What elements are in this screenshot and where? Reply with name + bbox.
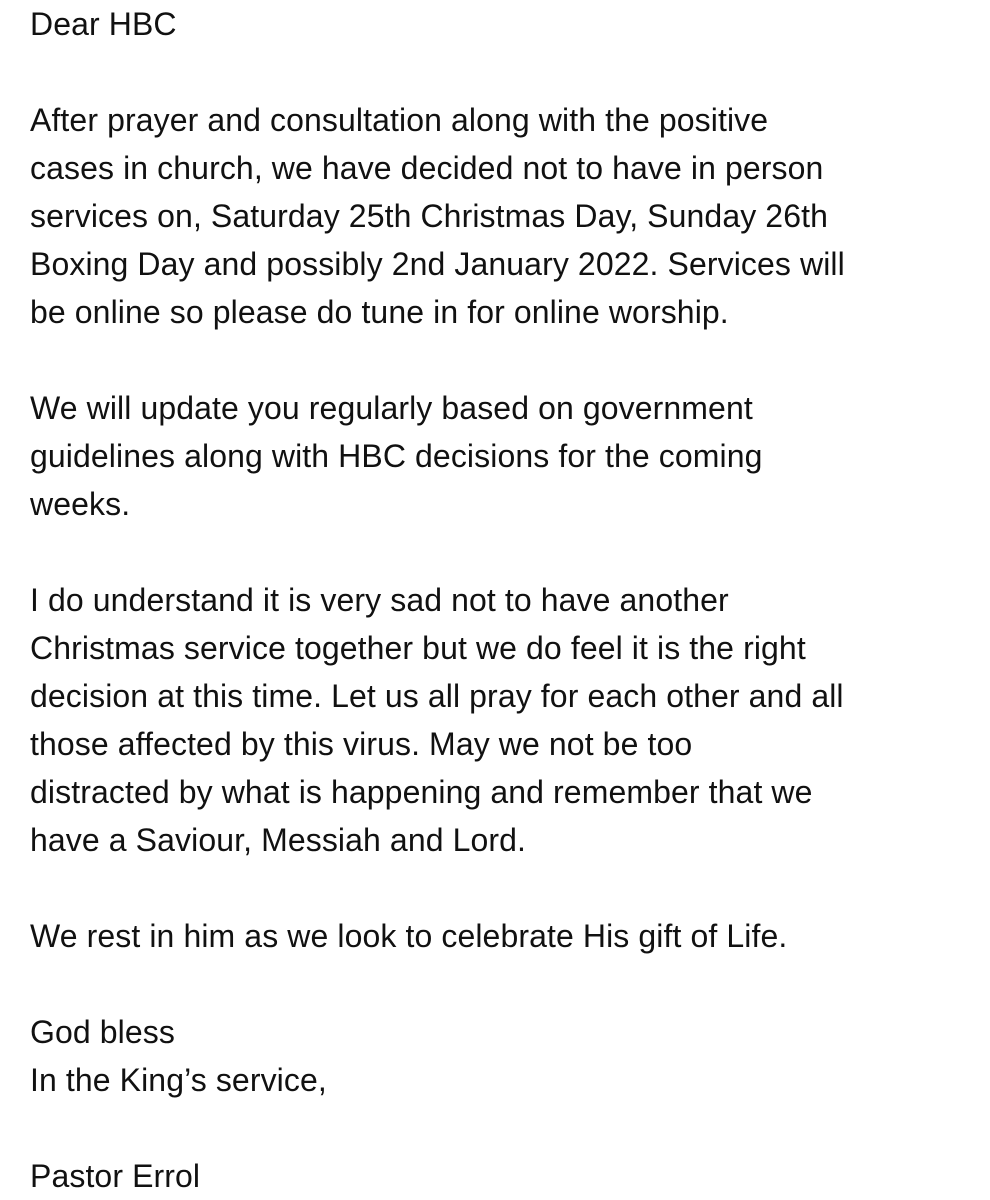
text-line: be online so please do tune in for online worship. bbox=[30, 294, 729, 330]
paragraph-gap bbox=[30, 528, 980, 576]
text-line: decision at this time. Let us all pray for each other and all bbox=[30, 678, 844, 714]
text-line: I do understand it is very sad not to have another bbox=[30, 582, 729, 618]
signature: Pastor Errol bbox=[30, 1158, 201, 1194]
paragraph-gap bbox=[30, 1104, 980, 1152]
closing bbox=[30, 1008, 980, 1104]
paragraph-gap bbox=[30, 960, 980, 1008]
text-line: weeks. bbox=[30, 486, 131, 522]
closing-line: God bless bbox=[30, 1014, 175, 1050]
text-line: We will update you regularly based on government bbox=[30, 390, 753, 426]
text-line: Christmas service together but we do feel it is the right bbox=[30, 630, 806, 666]
paragraph-rest bbox=[30, 912, 980, 960]
greeting: Dear HBC bbox=[30, 6, 177, 42]
paragraph-gap bbox=[30, 48, 980, 96]
text-line: We rest in him as we look to celebrate His gift of Life. bbox=[30, 918, 788, 954]
text-line: those affected by this virus. May we not be too bbox=[30, 726, 693, 762]
paragraph-understanding bbox=[30, 576, 980, 864]
text-line: cases in church, we have decided not to have in person bbox=[30, 150, 824, 186]
paragraph-updates bbox=[30, 384, 980, 528]
text-line: distracted by what is happening and remember that we bbox=[30, 774, 813, 810]
closing-line: In the King’s service, bbox=[30, 1062, 327, 1098]
text-line: Boxing Day and possibly 2nd January 2022. Services will bbox=[30, 246, 845, 282]
paragraph-services bbox=[30, 96, 980, 336]
note-body bbox=[30, 0, 980, 1200]
text-line: have a Saviour, Messiah and Lord. bbox=[30, 822, 527, 858]
paragraph-gap bbox=[30, 336, 980, 384]
paragraph-gap bbox=[30, 864, 980, 912]
text-line: services on, Saturday 25th Christmas Day, Sunday 26th bbox=[30, 198, 828, 234]
text-line: guidelines along with HBC decisions for the coming bbox=[30, 438, 763, 474]
text-line: After prayer and consultation along with the positive bbox=[30, 102, 769, 138]
